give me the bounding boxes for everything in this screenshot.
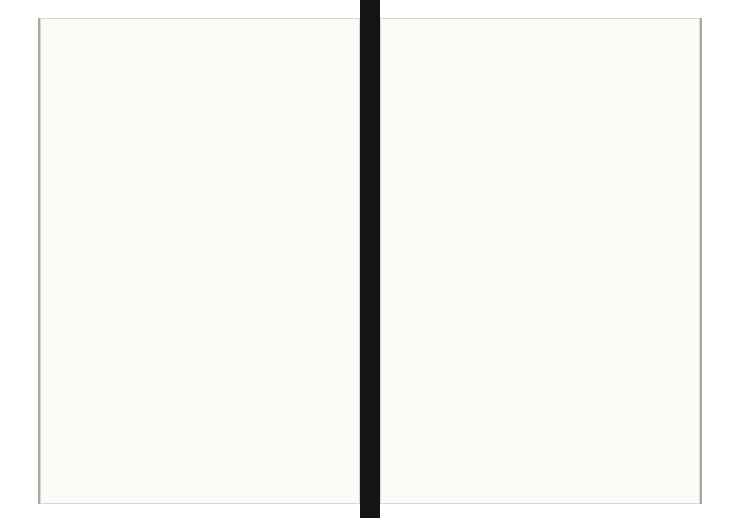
right-page — [380, 18, 700, 504]
left-page — [40, 18, 360, 504]
right-page-text — [402, 76, 672, 496]
left-page-text — [58, 76, 350, 496]
book-spine — [360, 0, 380, 518]
side-note — [682, 80, 696, 132]
